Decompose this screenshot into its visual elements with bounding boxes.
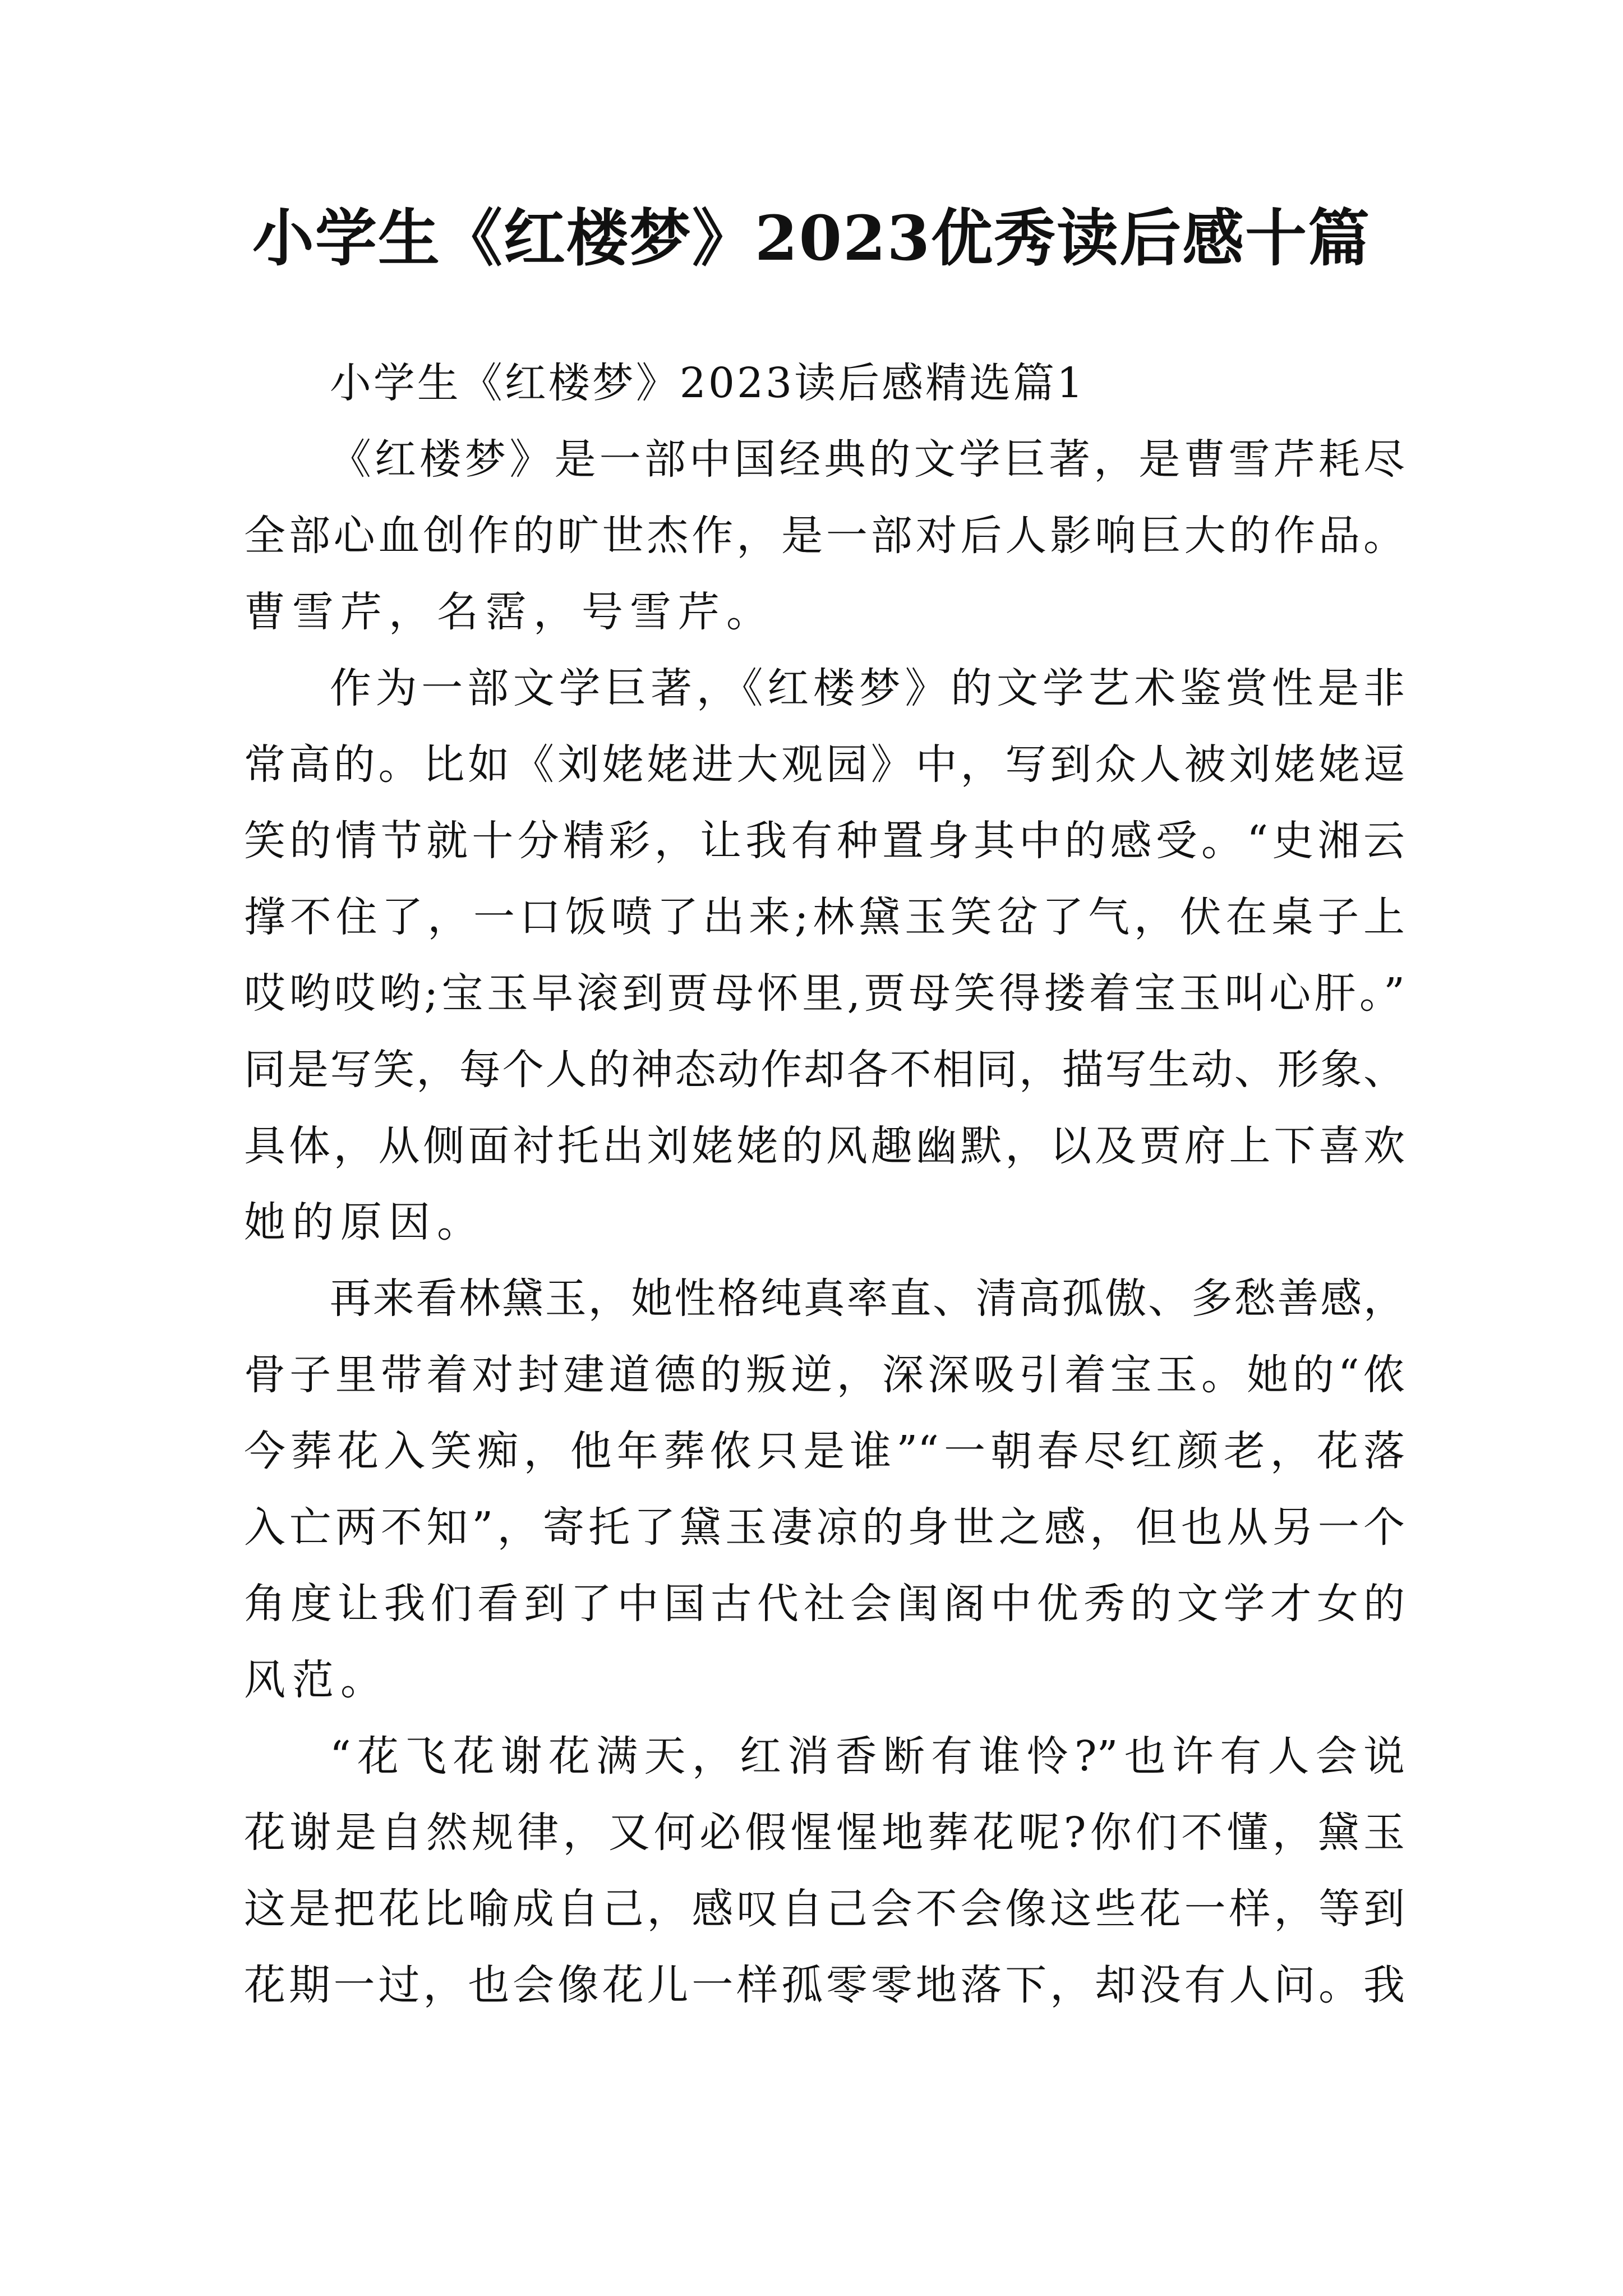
line-text: “花飞花谢花满天，红消香断有谁怜?”也许有人会说	[329, 1732, 1405, 1780]
line-text: 同是写笑，每个人的神态动作却各不相同，描写生动、形象、	[244, 1046, 1405, 1094]
paragraph-line	[244, 650, 1405, 726]
paragraph-line	[244, 1108, 1405, 1184]
line-text: 《红楼梦》是一部中国经典的文学巨著，是曹雪芹耗尽	[329, 435, 1405, 484]
paragraph-line	[244, 1566, 1405, 1642]
line-text: 笑的情节就十分精彩，让我有种置身其中的感受。“史湘云	[244, 817, 1405, 865]
line-text: 今葬花入笑痴，他年葬侬只是谁”“一朝春尽红颜老，花落	[244, 1427, 1405, 1475]
line-text: 具体，从侧面衬托出刘姥姥的风趣幽默，以及贾府上下喜欢	[244, 1122, 1405, 1170]
line-text: 曹雪芹，名霑，号雪芹。	[244, 588, 774, 636]
section-heading	[244, 345, 1405, 421]
document-body	[244, 345, 1405, 2023]
paragraph-line	[244, 421, 1405, 498]
paragraph-line	[244, 955, 1405, 1032]
paragraph-line	[244, 1642, 1405, 1718]
line-text: 撑不住了，一口饭喷了出来;林黛玉笑岔了气，伏在桌子上	[244, 893, 1405, 941]
document-title: 小学生《红楼梦》2023优秀读后感十篇	[252, 202, 1371, 274]
paragraph-line	[244, 1184, 1405, 1260]
indent	[244, 1718, 330, 1795]
paragraph-line	[244, 1032, 1405, 1108]
line-text: 哎哟哎哟;宝玉早滚到贾母怀里,贾母笑得搂着宝玉叫心肝。”	[244, 969, 1405, 1018]
paragraph-line	[244, 1795, 1405, 1871]
line-text: 全部心血创作的旷世杰作，是一部对后人影响巨大的作品。	[244, 512, 1405, 560]
line-text: 作为一部文学巨著，《红楼梦》的文学艺术鉴赏性是非	[329, 664, 1405, 712]
line-text: 常高的。比如《刘姥姥进大观园》中，写到众人被刘姥姥逗	[244, 740, 1405, 789]
paragraph-line	[244, 879, 1405, 955]
section-heading-text: 小学生《红楼梦》2023读后感精选篇1	[329, 359, 1086, 407]
line-text: 风范。	[244, 1656, 389, 1704]
indent	[244, 421, 330, 498]
line-text: 花期一过，也会像花儿一样孤零零地落下，却没有人问。我	[244, 1961, 1405, 2009]
indent	[244, 650, 330, 726]
line-text: 这是把花比喻成自己，感叹自己会不会像这些花一样，等到	[244, 1885, 1405, 1933]
paragraph-line	[244, 1489, 1405, 1566]
indent	[244, 345, 330, 421]
paragraph-line	[244, 1871, 1405, 1947]
paragraph-line	[244, 726, 1405, 803]
paragraph-line	[244, 1337, 1405, 1413]
paragraph-line	[244, 574, 1405, 650]
line-text: 花谢是自然规律，又何必假惺惺地葬花呢?你们不懂，黛玉	[244, 1809, 1405, 1857]
line-text: 角度让我们看到了中国古代社会闺阁中优秀的文学才女的	[244, 1580, 1405, 1628]
line-text: 再来看林黛玉，她性格纯真率直、清高孤傲、多愁善感，	[329, 1274, 1405, 1323]
line-text: 骨子里带着对封建道德的叛逆，深深吸引着宝玉。她的“侬	[244, 1351, 1405, 1399]
paragraph-line	[244, 1260, 1405, 1337]
indent	[244, 1260, 330, 1337]
line-text: 入亡两不知”，寄托了黛玉凄凉的身世之感，但也从另一个	[244, 1503, 1405, 1552]
paragraph-line	[244, 1947, 1405, 2023]
paragraph-line	[244, 1718, 1405, 1795]
line-text: 她的原因。	[244, 1198, 485, 1246]
paragraph-line	[244, 498, 1405, 574]
paragraph-line	[244, 803, 1405, 879]
paragraph-line	[244, 1413, 1405, 1489]
